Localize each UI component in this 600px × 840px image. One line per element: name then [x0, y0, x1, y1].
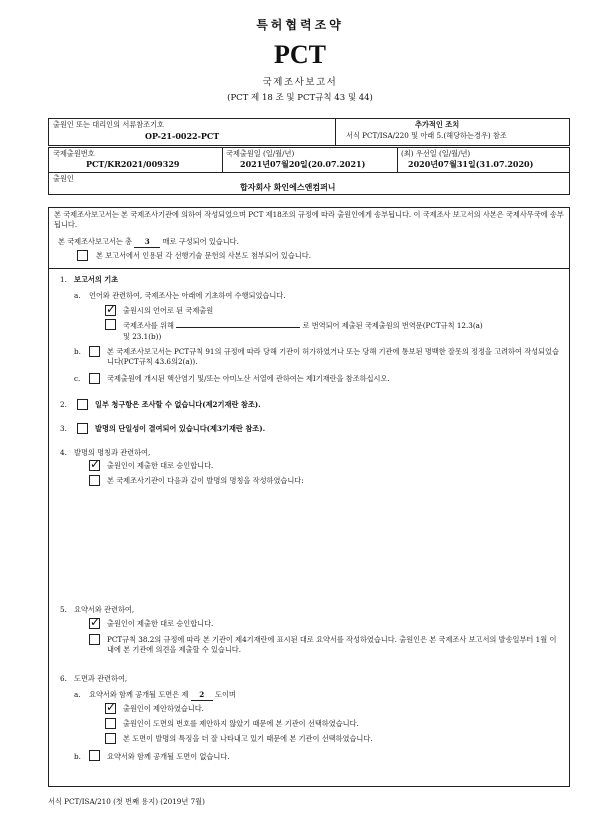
- section-1-title: 보고서의 기초: [74, 275, 119, 284]
- section-2-number: 2.: [60, 400, 67, 409]
- abstract-approved-checkbox[interactable]: [89, 618, 100, 629]
- filing-date-value: 2021년07월20일(20.07.2021): [240, 159, 366, 169]
- abstract-established-text: PCT규칙 38.2의 규정에 따라 본 기관이 제4기재란에 표시된 대로 요약서를 작성하였습니다. 출원인은 본 국제조사 보고서의 발송일부터 1월 이내에 본 기관에 의견을 제출할 수 있습니다.: [107, 635, 557, 654]
- action-value: 서식 PCT/ISA/220 및 아래 5.(해당하는경우) 참조: [346, 131, 507, 140]
- rectification-text: 본 국제조사보고서는 PCT규칙 91의 규정에 따라 당해 기관이 허가하였거나 또는 당해 기관에 통보된 명백한 잘못의 정정을 고려하여 작성되었습니다(PCT규칙 43.6의2(a)).: [107, 347, 559, 366]
- translation-checkbox[interactable]: [105, 319, 116, 330]
- filing-date-label: 국제출원일 (일/월/년): [226, 149, 295, 158]
- figure-not-suggested-checkbox[interactable]: [105, 718, 116, 729]
- applicant-label: 출원인: [53, 174, 74, 183]
- page-count: 3: [134, 237, 160, 248]
- articles-subtitle: (PCT 제 18 조 및 PCT규칙 43 및 44): [227, 93, 373, 103]
- original-language-checkbox[interactable]: [105, 305, 116, 316]
- original-language-text: 출원시의 언어로 된 국제출원: [123, 306, 214, 315]
- figure-suggested-text: 출원인이 제안하였습니다.: [123, 704, 204, 713]
- figure-better-checkbox[interactable]: [105, 733, 116, 744]
- section-5-title: 요약서와 관련하여,: [74, 605, 135, 614]
- ref-value: OP-21-0022-PCT: [145, 131, 220, 141]
- page-count-suffix: 매로 구성되어 있습니다.: [162, 237, 239, 246]
- abstract-established-checkbox[interactable]: [89, 634, 100, 645]
- page-count-line: [58, 237, 458, 248]
- unity-lacking-text: 발명의 단일성이 결여되어 있습니다(제3기재란 참조).: [95, 424, 266, 433]
- no-figure-text: 요약서와 함께 공개될 도면이 없습니다.: [107, 752, 230, 761]
- section-6-number: 6.: [60, 674, 67, 683]
- unsearchable-claims-text: 일부 청구항은 조사할 수 없습니다(제2기재란 참조).: [95, 400, 261, 409]
- title-established-text: 본 국제조사기관이 다음과 같이 발명의 명칭을 작성하였습니다:: [107, 476, 304, 485]
- copies-text: 본 보고서에서 인용된 각 선행기술 문헌의 사본도 첨부되어 있습니다.: [96, 251, 311, 260]
- appno-value: PCT/KR2021/009329: [86, 159, 180, 169]
- section-4-title: 발명의 명칭과 관련하여,: [74, 448, 151, 457]
- title-established-checkbox[interactable]: [89, 475, 100, 486]
- section-6-title: 도면과 관련하여,: [74, 674, 128, 683]
- drawing-figure-line: [89, 690, 389, 701]
- figure-suggested-checkbox[interactable]: [105, 703, 116, 714]
- priority-date-value: 2020년07월31일(31.07.2020): [408, 159, 534, 169]
- section-5-number: 5.: [60, 605, 67, 614]
- translation-prefix: 국제조사를 위해: [123, 321, 174, 330]
- section-1b-letter: b.: [74, 347, 81, 356]
- section-6b-letter: b.: [74, 752, 81, 761]
- form-footer: 서식 PCT/ISA/210 (첫 번째 용지) (2019년 7월): [48, 797, 205, 806]
- figure-better-text: 본 도면이 발명의 특징을 더 잘 나타내고 있기 때문에 본 기관이 선택하였습니다.: [123, 734, 373, 743]
- figure-not-suggested-text: 출원인이 도면의 번호를 제안하지 않았기 때문에 본 기관이 선택하였습니다.: [123, 719, 359, 728]
- section-1c-letter: c.: [74, 374, 81, 383]
- section-4-number: 4.: [60, 448, 67, 457]
- no-figure-checkbox[interactable]: [89, 750, 100, 761]
- treaty-title: 특허협력조약: [256, 18, 344, 32]
- priority-date-label: (최) 우선일 (일/월/년): [401, 149, 471, 158]
- intro-paragraph: 본 국제조사보고서는 본 국제조사기관에 의하여 작성되었으며 PCT 제18조의 규정에 따라 출원인에게 송부됩니다. 이 국제조사 보고서의 사본은 국제사무국에 송부됩니다.: [54, 210, 564, 229]
- copies-checkbox[interactable]: [77, 250, 88, 261]
- section-1a-letter: a.: [74, 291, 81, 300]
- sequence-text: 국제출원에 개시된 핵산염기 및/또는 아미노산 서열에 관하여는 제I기재란을 참조하십시오.: [107, 374, 390, 383]
- drawing-figure-number: 2: [191, 690, 213, 701]
- translation-suffix: 로 번역되어 제출된 국제출원의 번역문(PCT규칙 12.3(a): [302, 321, 483, 330]
- pct-title: PCT: [274, 40, 326, 69]
- unity-lacking-checkbox[interactable]: [77, 423, 88, 434]
- translation-language-blank: [176, 320, 300, 328]
- section-1-number: 1.: [60, 275, 67, 284]
- title-approved-text: 출원인이 제출한 대로 승인합니다.: [107, 461, 214, 470]
- unsearchable-claims-checkbox[interactable]: [77, 399, 88, 410]
- report-title: 국제조사보고서: [262, 77, 338, 88]
- section-1a-text: 언어와 관련하여, 국제조사는 아래에 기초하여 수행되었습니다.: [89, 291, 286, 300]
- ref-label: 출원인 또는 대리인의 서류참조기호: [53, 120, 165, 129]
- appno-label: 국제출원번호: [53, 149, 95, 158]
- translation-rule-cont: 및 23.1(b)): [123, 332, 162, 341]
- page-count-prefix: 본 국제조사보고서는 총: [58, 237, 133, 246]
- applicant-value: 합자회사 화인에스앤컴퍼니: [240, 182, 336, 192]
- abstract-approved-text: 출원인이 제출한 대로 승인합니다.: [107, 619, 214, 628]
- sequence-checkbox[interactable]: [89, 373, 100, 384]
- action-label: 추가적인 조치: [415, 120, 460, 129]
- section-6a-letter: a.: [74, 690, 81, 699]
- translation-line: [123, 320, 563, 331]
- title-approved-checkbox[interactable]: [89, 460, 100, 471]
- drawing-figure-prefix: 요약서와 함께 공개될 도면은 제: [89, 690, 189, 699]
- drawing-figure-suffix: 도이며: [215, 690, 236, 699]
- section-3-number: 3.: [60, 424, 67, 433]
- rectification-checkbox[interactable]: [89, 346, 100, 357]
